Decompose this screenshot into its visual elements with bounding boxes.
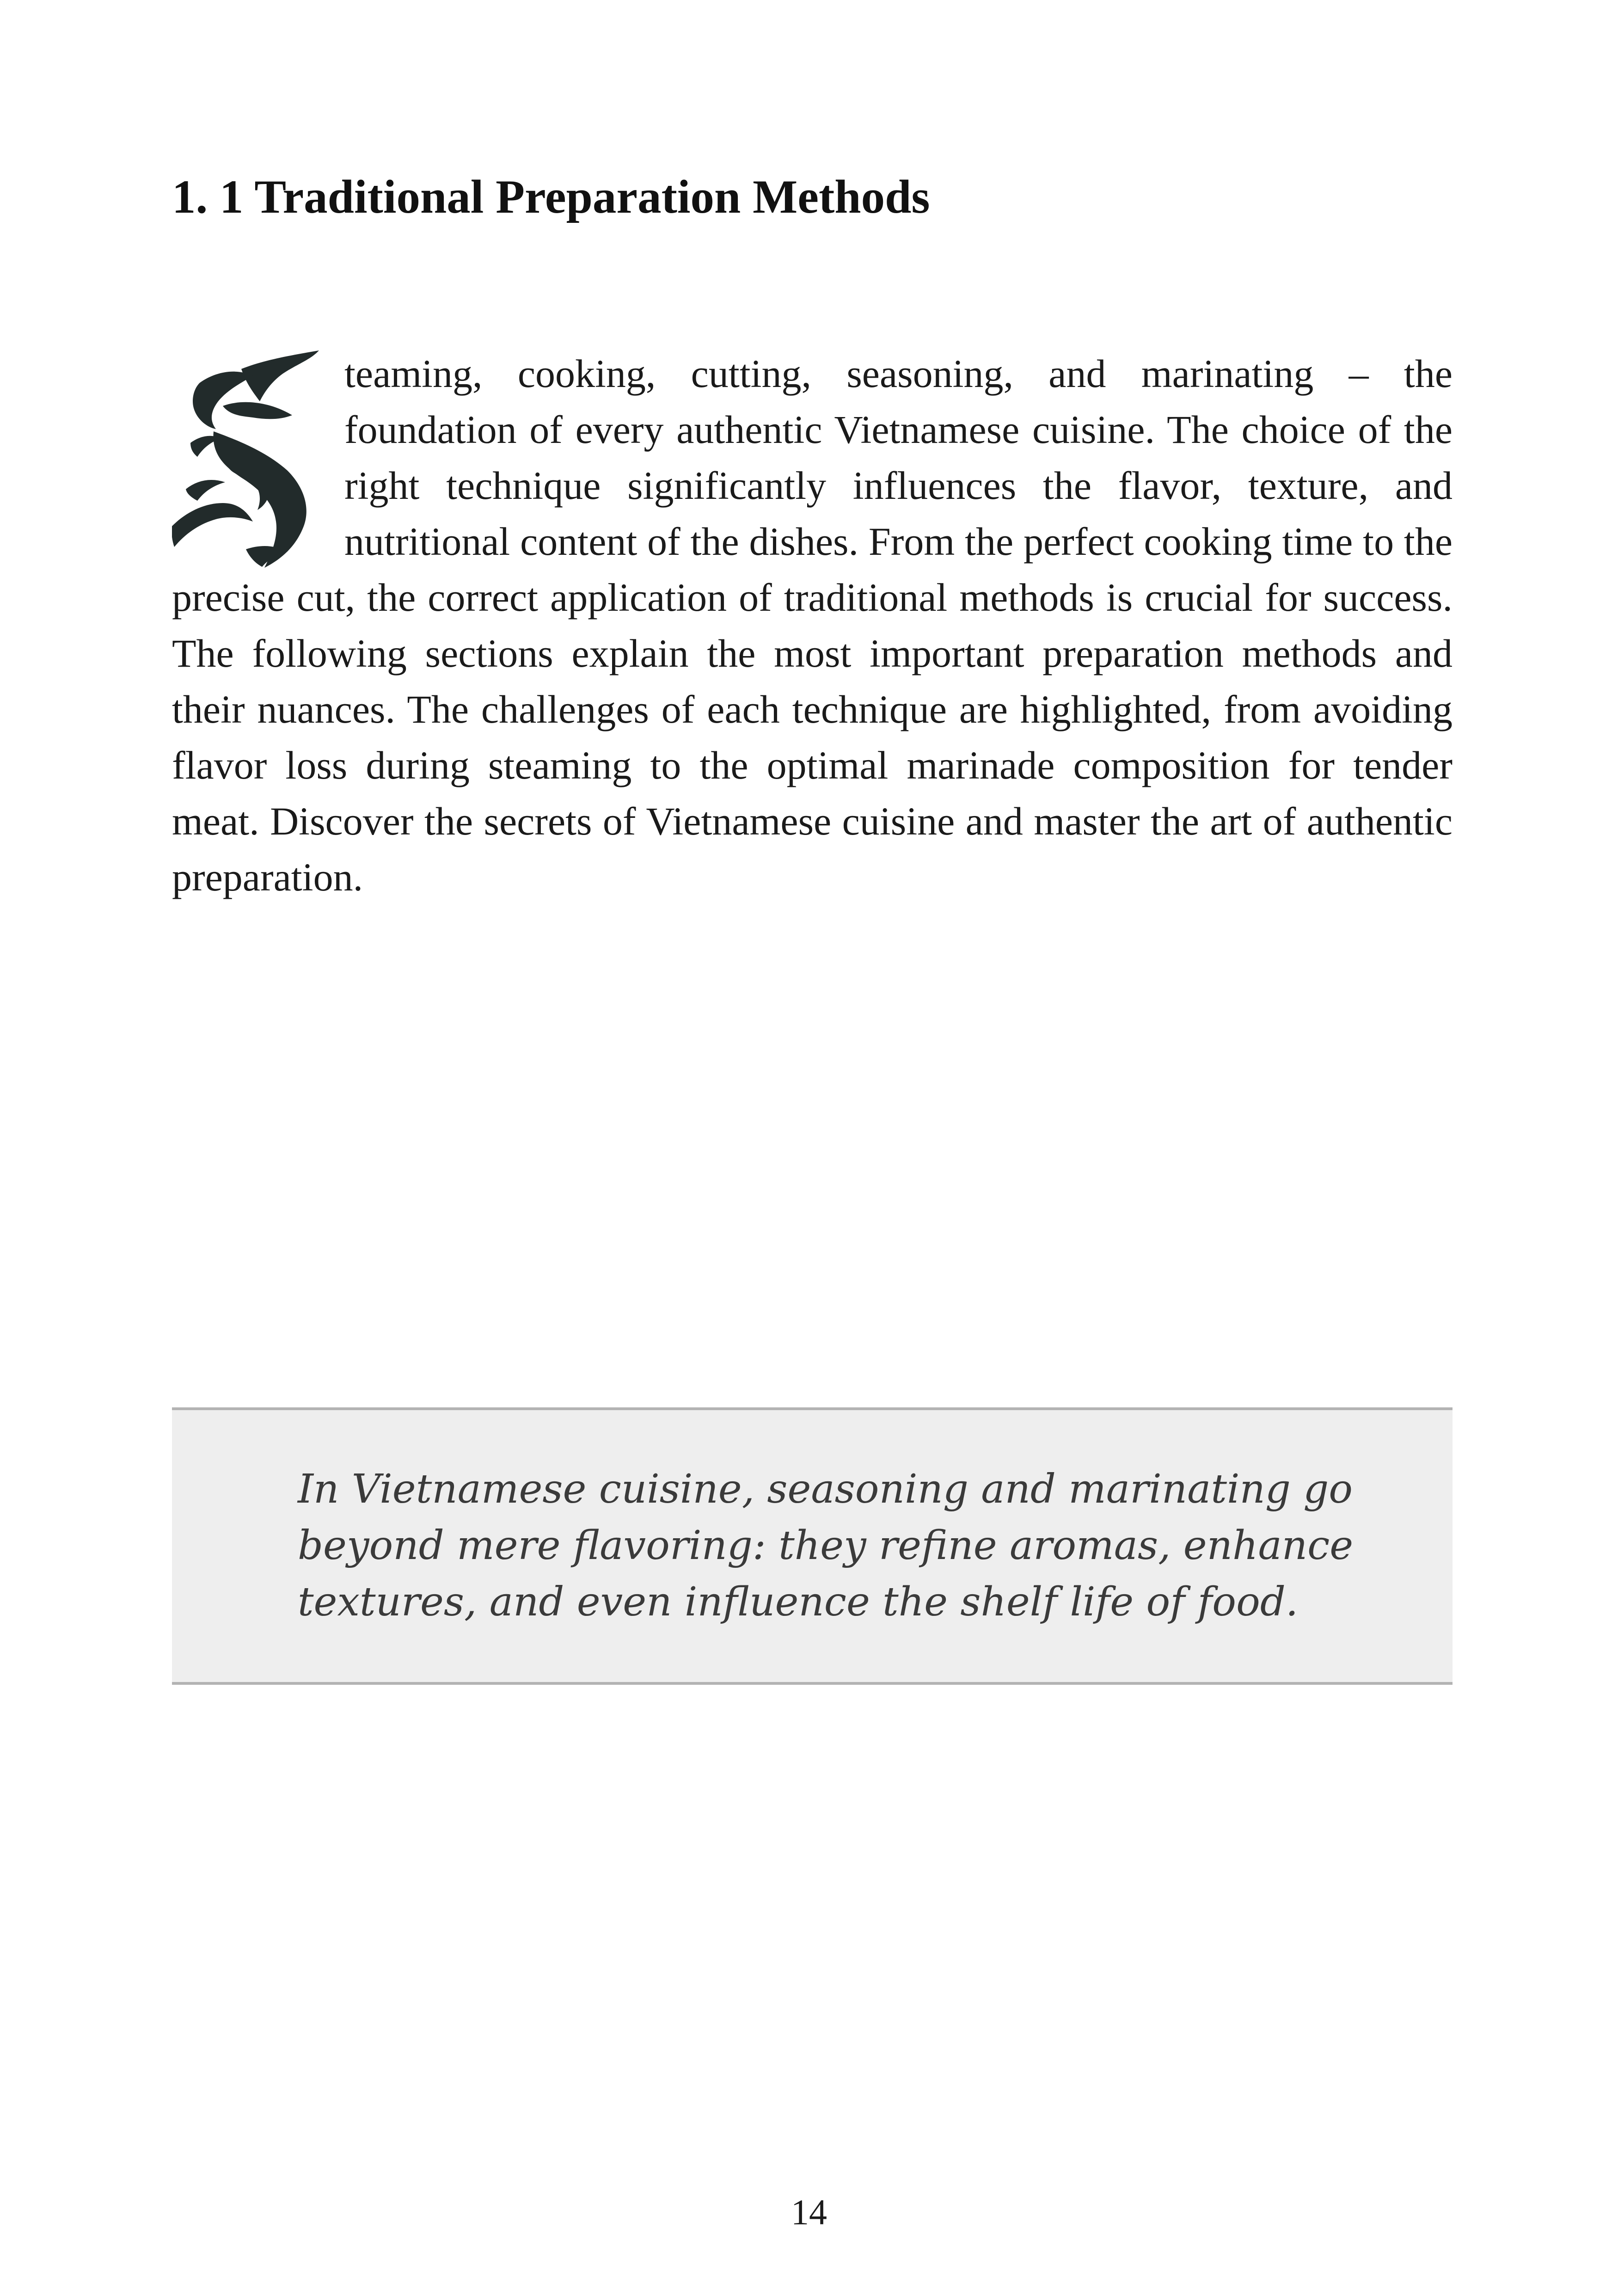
drop-cap-glyph — [172, 350, 322, 568]
page-number: 14 — [791, 2192, 827, 2232]
intro-paragraph-text: teaming, cooking, cutting, seasoning, and marinating – the foundation of every authentic Vietnamese cuisine. The choice of the right technique significantly influences the flavor, texture, and nutritional content of the dishes. From the perfect cooking time to the precise cut, the correct application of traditional methods is crucial for success. The following sections explain the most important preparation methods and their nuances. The challenges of each technique are highlighted, from avoiding flavor loss during steaming to the optimal marinade composition for tender meat. Discover the secrets of Vietnamese cuisine and master the art of authentic preparation. — [172, 351, 1453, 899]
drop-cap-s — [172, 350, 322, 568]
section-heading: 1. 1 Traditional Preparation Methods — [172, 171, 930, 223]
intro-paragraph — [172, 346, 1453, 905]
callout-box — [172, 1407, 1453, 1685]
callout-quote: In Vietnamese cuisine, seasoning and marinating go beyond mere flavoring: they refine aromas, enhance textures, and even influence the shelf life of food. — [298, 1466, 1354, 1625]
